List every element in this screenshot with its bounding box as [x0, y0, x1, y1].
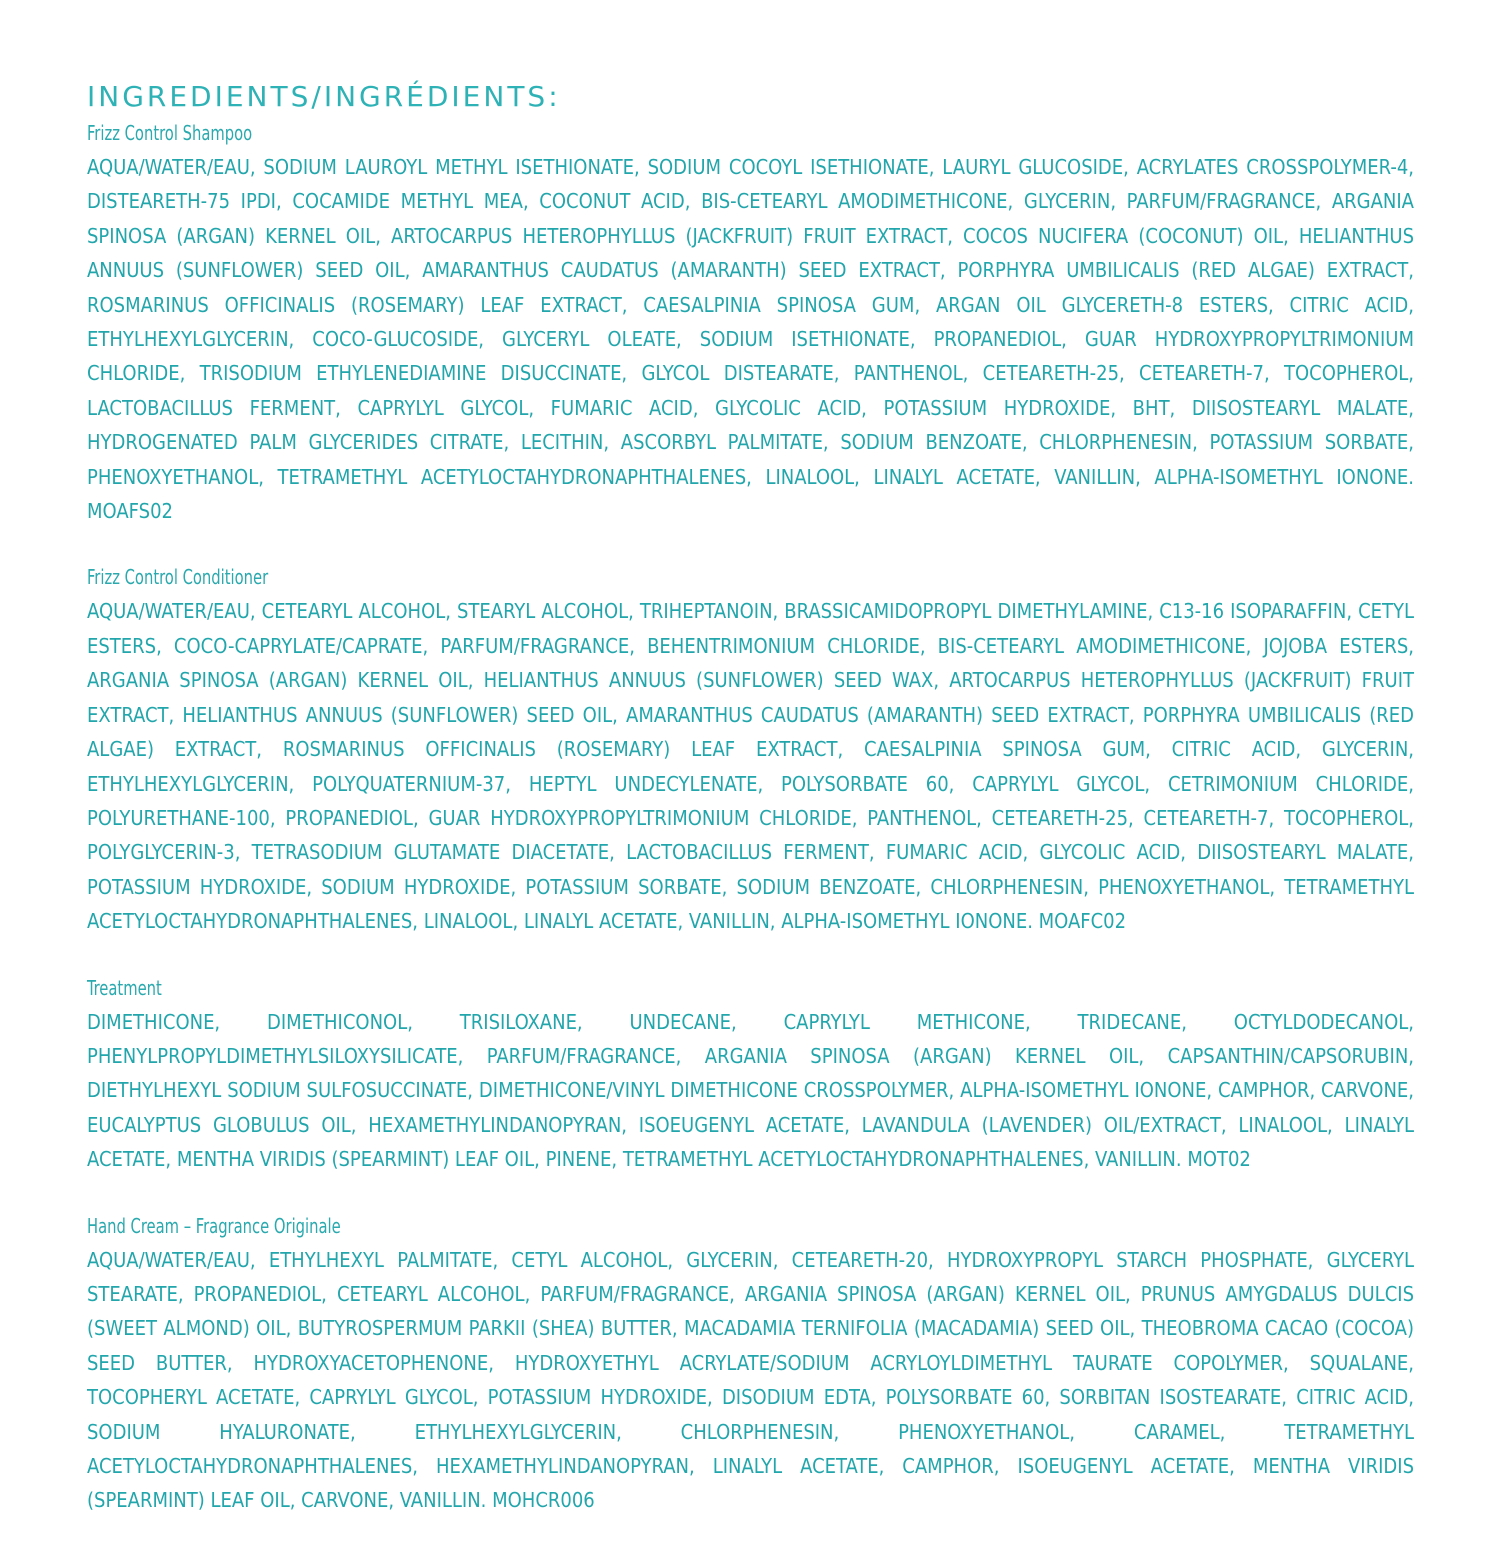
section-name: Treatment [87, 975, 162, 1000]
section-name: Hand Cream – Fragrance Originale [87, 1213, 341, 1238]
section-name: Frizz Control Shampoo [87, 121, 253, 145]
section-name: Frizz Control Conditioner [87, 565, 269, 590]
section-treatment [87, 971, 1414, 1177]
ingredients-sheet [87, 80, 1414, 1550]
section-shampoo [87, 116, 1414, 528]
ingredient-list: DIMETHICONE, DIMETHICONOL, TRISILOXANE, UNDECANE, CAPRYLYL METHICONE, TRIDECANE, OCTYLDODECANOL, PHENYLPROPYLDIMETHYLSILOXYSILICATE, PARFUM/FRAGRANCE, ARGANIA SPINOSA (ARGAN) KERNEL OIL, CAPSANTHIN/CAPSORUBIN, DIETHYLHEXYL SODIUM SULFOSUCCINATE, DIMETHICONE/VINYL DIMETHICONE CROSSPOLYMER, ALPHA-ISOMETHYL IONONE, CAMPHOR, CARVONE, EUCALYPTUS GLOBULUS OIL, HEXAMETHYLINDANOPYRAN, ISOEUGENYL ACETATE, LAVANDULA (LAVENDER) OIL/EXTRACT, LINALOOL, LINALYL ACETATE, MENTHA VIRIDIS (SPEARMINT) LEAF OIL, PINENE, TETRAMETHYL ACETYLOCTAHYDRONAPHTHALENES, VANILLIN. MOT02 [87, 1009, 1414, 1172]
ingredient-list: AQUA/WATER/EAU, ETHYLHEXYL PALMITATE, CETYL ALCOHOL, GLYCERIN, CETEARETH-20, HYDROXYPROPYL STARCH PHOSPHATE, GLYCERYL STEARATE, PROPANEDIOL, CETEARYL ALCOHOL, PARFUM/FRAGRANCE, ARGANIA SPINOSA (ARGAN) KERNEL OIL, PRUNUS AMYGDALUS DULCIS (SWEET ALMOND) OIL, BUTYROSPERMUM PARKII (SHEA) BUTTER, MACADAMIA TERNIFOLIA (MACADAMIA) SEED OIL, THEOBROMA CACAO (COCOA) SEED BUTTER, HYDROXYACETOPHENONE, HYDROXYETHYL ACRYLATE/SODIUM ACRYLOYLDIMETHYL TAURATE COPOLYMER, SQUALANE, TOCOPHERYL ACETATE, CAPRYLYL GLYCOL, POTASSIUM HYDROXIDE, DISODIUM EDTA, POLYSORBATE 60, SORBITAN ISOSTEARATE, CITRIC ACID, SODIUM HYALURONATE, ETHYLHEXYLGLYCERIN, CHLORPHENESIN, PHENOXYETHANOL, CARAMEL, TETRAMETHYL ACETYLOCTAHYDRONAPHTHALENES, HEXAMETHYLINDANOPYRAN, LINALYL ACETATE, CAMPHOR, ISOEUGENYL ACETATE, MENTHA VIRIDIS (SPEARMINT) LEAF OIL, CARVONE, VANILLIN. MOHCR006 [87, 1247, 1414, 1513]
page-title: INGREDIENTS/INGRÉDIENTS: [87, 80, 561, 113]
section-conditioner [87, 560, 1414, 938]
ingredient-list: AQUA/WATER/EAU, SODIUM LAUROYL METHYL ISETHIONATE, SODIUM COCOYL ISETHIONATE, LAURYL GLUCOSIDE, ACRYLATES CROSSPOLYMER-4, DISTEARETH-75 IPDI, COCAMIDE METHYL MEA, COCONUT ACID, BIS-CETEARYL AMODIMETHICONE, GLYCERIN, PARFUM/FRAGRANCE, ARGANIA SPINOSA (ARGAN) KERNEL OIL, ARTOCARPUS HETEROPHYLLUS (JACKFRUIT) FRUIT EXTRACT, COCOS NUCIFERA (COCONUT) OIL, HELIANTHUS ANNUUS (SUNFLOWER) SEED OIL, AMARANTHUS CAUDATUS (AMARANTH) SEED EXTRACT, PORPHYRA UMBILICALIS (RED ALGAE) EXTRACT, ROSMARINUS OFFICINALIS (ROSEMARY) LEAF EXTRACT, CAESALPINIA SPINOSA GUM, ARGAN OIL GLYCERETH-8 ESTERS, CITRIC ACID, ETHYLHEXYLGLYCERIN, COCO-GLUCOSIDE, GLYCERYL OLEATE, SODIUM ISETHIONATE, PROPANEDIOL, GUAR HYDROXYPROPYLTRIMONIUM CHLORIDE, TRISODIUM ETHYLENEDIAMINE DISUCCINATE, GLYCOL DISTEARATE, PANTHENOL, CETEARETH-25, CETEARETH-7, TOCOPHEROL, LACTOBACILLUS FERMENT, CAPRYLYL GLYCOL, FUMARIC ACID, GLYCOLIC ACID, POTASSIUM HYDROXIDE, BHT, DIISOSTEARYL MALATE, HYDROGENATED PALM GLYCERIDES CITRATE, LECITHIN, ASCORBYL PALMITATE, SODIUM BENZOATE, CHLORPHENESIN, POTASSIUM SORBATE, PHENOXYETHANOL, TETRAMETHYL ACETYLOCTAHYDRONAPHTHALENES, LINALOOL, LINALYL ACETATE, VANILLIN, ALPHA-ISOMETHYL IONONE. MOAFS02 [87, 155, 1414, 524]
ingredient-list: AQUA/WATER/EAU, CETEARYL ALCOHOL, STEARYL ALCOHOL, TRIHEPTANOIN, BRASSICAMIDOPROPYL DIMETHYLAMINE, C13-16 ISOPARAFFIN, CETYL ESTERS, COCO-CAPRYLATE/CAPRATE, PARFUM/FRAGRANCE, BEHENTRIMONIUM CHLORIDE, BIS-CETEARYL AMODIMETHICONE, JOJOBA ESTERS, ARGANIA SPINOSA (ARGAN) KERNEL OIL, HELIANTHUS ANNUUS (SUNFLOWER) SEED WAX, ARTOCARPUS HETEROPHYLLUS (JACKFRUIT) FRUIT EXTRACT, HELIANTHUS ANNUUS (SUNFLOWER) SEED OIL, AMARANTHUS CAUDATUS (AMARANTH) SEED EXTRACT, PORPHYRA UMBILICALIS (RED ALGAE) EXTRACT, ROSMARINUS OFFICINALIS (ROSEMARY) LEAF EXTRACT, CAESALPINIA SPINOSA GUM, CITRIC ACID, GLYCERIN, ETHYLHEXYLGLYCERIN, POLYQUATERNIUM-37, HEPTYL UNDECYLENATE, POLYSORBATE 60, CAPRYLYL GLYCOL, CETRIMONIUM CHLORIDE, POLYURETHANE-100, PROPANEDIOL, GUAR HYDROXYPROPYLTRIMONIUM CHLORIDE, PANTHENOL, CETEARETH-25, CETEARETH-7, TOCOPHEROL, POLYGLYCERIN-3, TETRASODIUM GLUTAMATE DIACETATE, LACTOBACILLUS FERMENT, FUMARIC ACID, GLYCOLIC ACID, DIISOSTEARYL MALATE, POTASSIUM HYDROXIDE, SODIUM HYDROXIDE, POTASSIUM SORBATE, SODIUM BENZOATE, CHLORPHENESIN, PHENOXYETHANOL, TETRAMETHYL ACETYLOCTAHYDRONAPHTHALENES, LINALOOL, LINALYL ACETATE, VANILLIN, ALPHA-ISOMETHYL IONONE. MOAFC02 [87, 599, 1414, 934]
section-hand-cream [87, 1209, 1414, 1518]
